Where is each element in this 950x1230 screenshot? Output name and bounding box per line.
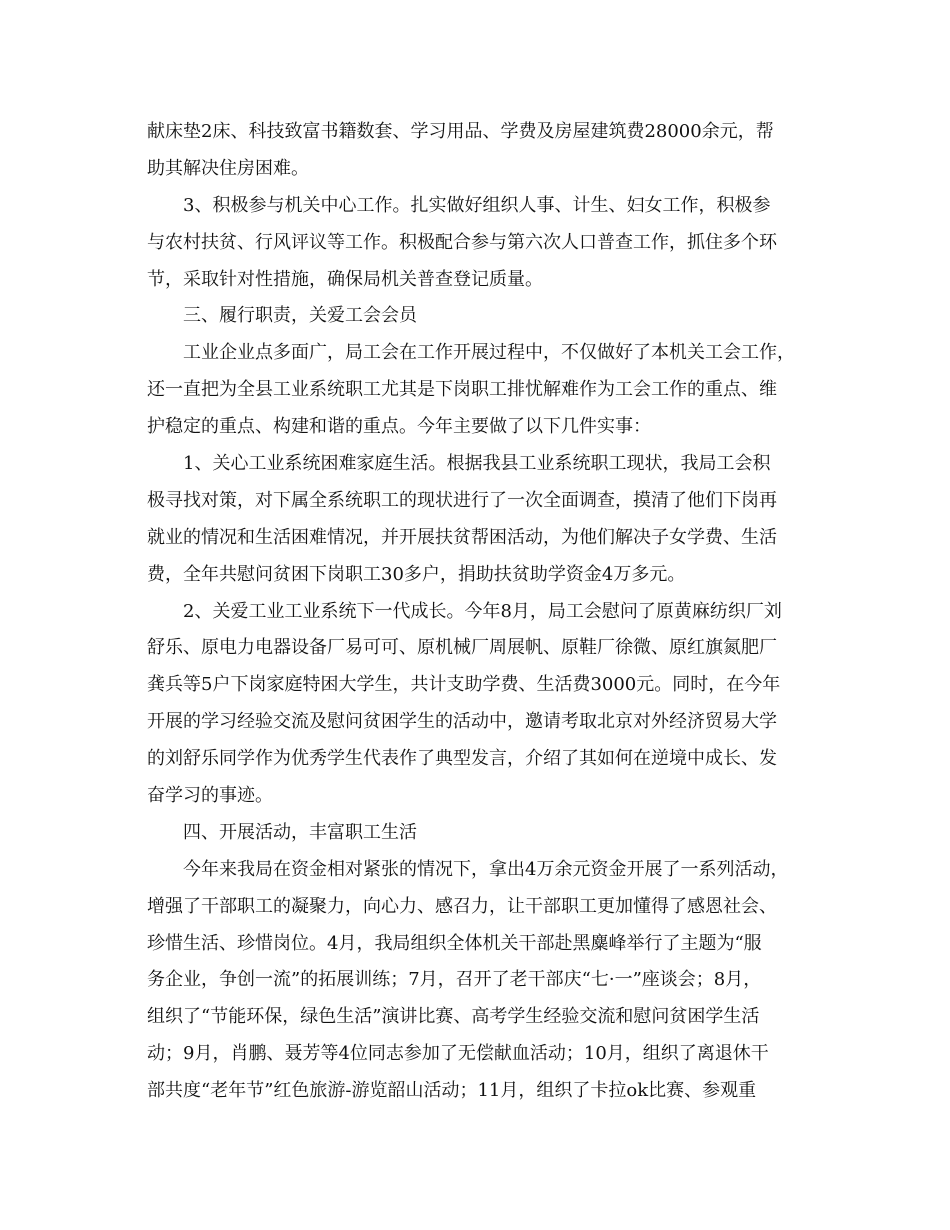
paragraph-start: 1、关心工业系统困难家庭生活。根据我县工业系统职工现状，我局工会积 [183,453,771,475]
text-line: 护稳定的重点、构建和谐的重点。今年主要做了以下几件实事： [147,416,651,438]
text-line: 奋学习的事迹。 [147,785,273,807]
text-line: 费，全年共慰问贫困下岗职工30多户，捐助扶贫助学资金4万多元。 [147,563,686,585]
text-line: 动；9月，肖鹏、聂芳等4位同志参加了无偿献血活动；10月，组织了离退休干 [147,1043,769,1065]
text-line: 组织了“节能环保，绿色生活”演讲比赛、高考学生经验交流和慰问贫困学生活 [147,1006,760,1028]
text-line: 开展的学习经验交流及慰问贫困学生的活动中，邀请考取北京对外经济贸易大学 [147,711,777,733]
document-body [147,114,819,1110]
text-line: 舒乐、原电力电器设备厂易可可、原机械厂周展帆、原鞋厂徐微、原红旗氮肥厂 [147,637,777,659]
paragraph-start: 工业企业点多面广，局工会在工作开展过程中，不仅做好了本机关工会工作， [183,342,795,364]
text-line: 就业的情况和生活困难情况，并开展扶贫帮困活动，为他们解决子女学费、生活 [147,526,777,548]
text-line: 务企业，争创一流”的拓展训练；7月，召开了老干部庆“七·一”座谈会；8月， [147,969,762,991]
text-line: 龚兵等5户下岗家庭特困大学生，共计支助学费、生活费3000元。同时，在今年 [147,674,781,696]
text-line: 珍惜生活、珍惜岗位。4月，我局组织全体机关干部赴黑麋峰举行了主题为“服 [147,932,762,954]
paragraph-start: 今年来我局在资金相对紧张的情况下，拿出4万余元资金开展了一系列活动， [183,858,789,880]
text-line: 极寻找对策，对下属全系统职工的现状进行了一次全面调查，摸清了他们下岗再 [147,489,777,511]
text-line: 增强了干部职工的凝聚力，向心力、感召力，让干部职工更加懂得了感恩社会、 [147,895,777,917]
text-line: 助其解决住房困难。 [147,157,309,179]
paragraph-start: 3、积极参与机关中心工作。扎实做好组织人事、计生、妇女工作，积极参 [183,194,771,216]
paragraph-start: 2、关爱工业工业系统下一代成长。今年8月，局工会慰问了原黄麻纺织厂刘 [183,600,782,622]
text-line: 部共度“老年节”红色旅游-游览韶山活动；11月，组织了卡拉ok比赛、参观重 [147,1080,757,1102]
text-line: 节，采取针对性措施，确保局机关普查登记质量。 [147,268,543,290]
section-heading: 三、履行职责，关爱工会会员 [183,305,417,327]
text-line: 的刘舒乐同学作为优秀学生代表作了典型发言，介绍了其如何在逆境中成长、发 [147,748,777,770]
text-line: 献床垫2床、科技致富书籍数套、学习用品、学费及房屋建筑费28000余元，帮 [147,121,774,142]
text-line: 还一直把为全县工业系统职工尤其是下岗职工排忧解难作为工会工作的重点、维 [147,379,777,401]
section-heading: 四、开展活动，丰富职工生活 [183,821,417,843]
text-line: 与农村扶贫、行风评议等工作。积极配合参与第六次人口普查工作，抓住多个环 [147,231,777,253]
